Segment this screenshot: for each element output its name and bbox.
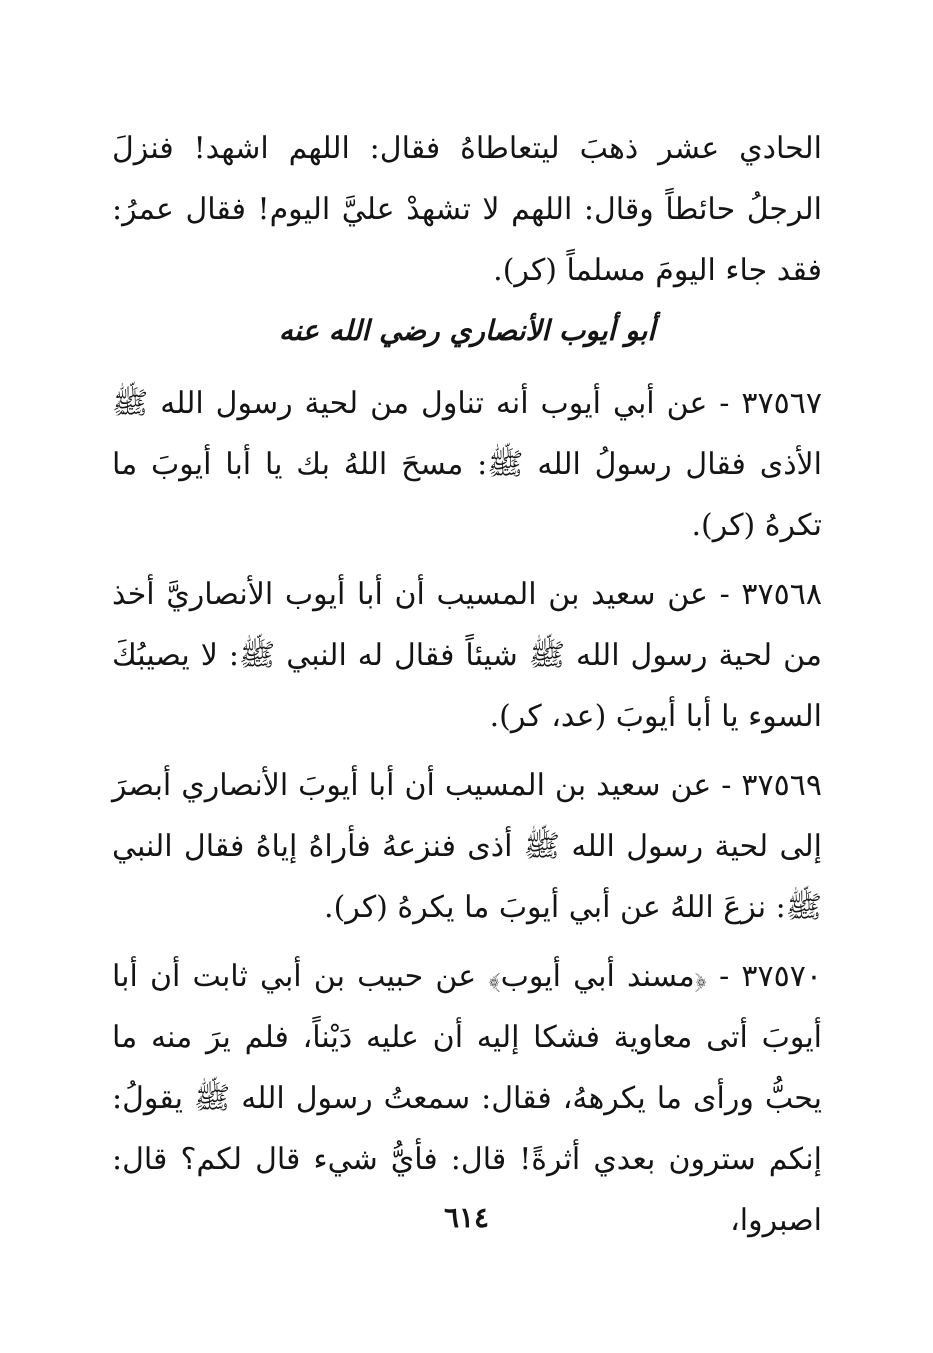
section-heading: أبو أيوب الأنصاري رضي الله عنه: [278, 314, 656, 347]
hadith-entry-37570: ٣٧٥٧٠ - ﴿مسند أبي أيوب﴾ عن حبيب بن أبي ثابت أن أبا أيوبَ أتى معاوية فشكا إليه أن عليه دَيْناً، فلم يرَ منه ما يحبُّ ورأى ما يكرههُ، فقال: سمعتُ رسول الله ﷺ يقولُ: إنكم سترون بعدي أثرةً! قال: فأيُّ شيء قال لكم؟ قال: اصبروا،: [112, 959, 822, 1238]
page-number: ٦١٤: [443, 1201, 490, 1234]
continuation-paragraph: الحادي عشر ذهبَ ليتعاطاهُ فقال: اللهم اشهد! فنزلَ الرجلُ حائطاً وقال: اللهم لا تشهدْ عليَّ اليوم! فقال عمرُ: فقد جاء اليومَ مسلماً (كر).: [112, 131, 822, 288]
hadith-entry-37569: ٣٧٥٦٩ - عن سعيد بن المسيب أن أبا أيوبَ الأنصاري أبصرَ إلى لحية رسول الله ﷺ أذى فنزعهُ فأراهُ إياهُ فقال النبي ﷺ: نزعَ اللهُ عن أبي أيوبَ ما يكرهُ (كر).: [112, 768, 822, 925]
page-content: [112, 118, 822, 1251]
hadith-entry-37567: ٣٧٥٦٧ - عن أبي أيوب أنه تناول من لحية رسول الله ﷺ الأذى فقال رسولُ الله ﷺ: مسحَ اللهُ بك يا أبا أيوبَ ما تكرهُ (كر).: [112, 386, 822, 543]
hadith-entry-37568: ٣٧٥٦٨ - عن سعيد بن المسيب أن أبا أيوب الأنصاريَّ أخذ من لحية رسول الله ﷺ شيئاً فقال له النبي ﷺ: لا يصيبُكَ السوء يا أبا أيوبَ (عد، كر).: [112, 577, 822, 734]
